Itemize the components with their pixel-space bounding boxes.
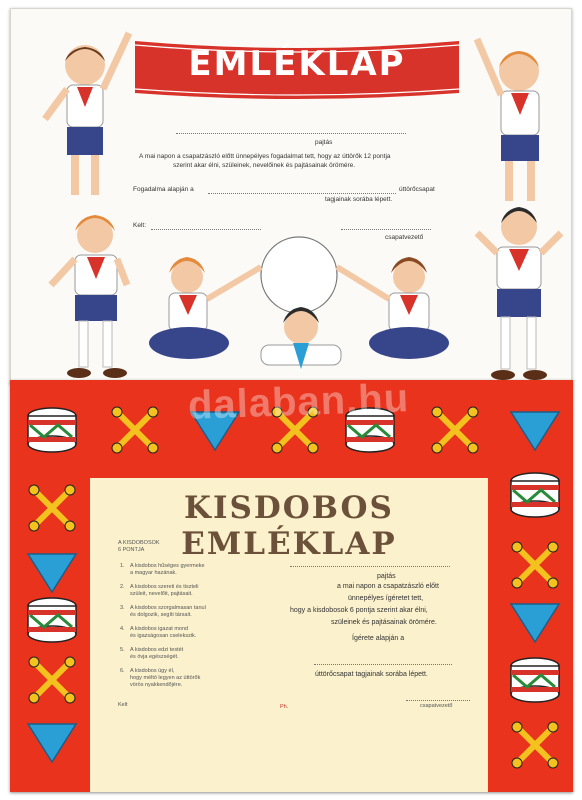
promise-line-5: Ígérete alapján a [352, 635, 405, 642]
kisdobos-pajtas-label: pajtás [377, 573, 396, 580]
point-text: a magyar hazának. [130, 570, 177, 576]
point-text: A kisdobos edzi testét [130, 647, 184, 653]
uttorocsapat-label: úttörőcsapat [399, 186, 435, 193]
pledge-line-1: A mai napon a csapatzászló előtt ünnepélyes fogadalmat tett, hogy az úttörők 12 pontja [139, 153, 391, 160]
point-text: és óvja egészségét. [130, 654, 179, 660]
kisdobos-signature-line [406, 700, 470, 701]
sitting-children-illustration [143, 219, 453, 379]
promise-line-6: úttörőcsapat tagjainak sorába lépett. [315, 671, 428, 678]
point-number: 3. [120, 605, 125, 611]
troop-line [208, 193, 396, 194]
signature-line [341, 229, 431, 230]
point-text: vörös nyakkendőjére. [130, 682, 183, 688]
point-number: 4. [120, 626, 125, 632]
kelt-label: Kelt: [133, 222, 147, 229]
watermark: dalaban.hu [187, 376, 410, 428]
points-heading-1: A KISDOBOSOK [118, 540, 160, 546]
point-number: 1. [120, 563, 125, 569]
promise-line-2: ünnepélyes ígéretet tett, [348, 595, 424, 602]
point-text: A kisdobos szorgalmasan tanul [130, 605, 206, 611]
point-text: A kisdobos hűséges gyermeke [130, 563, 205, 569]
point-text: és dolgozik, segíti társait. [130, 612, 192, 618]
point-text: A kisdobos igazat mond [130, 626, 189, 632]
points-heading-2: 6 PONTJA [118, 547, 145, 553]
pioneer-boy-left-illustration [31, 23, 139, 383]
tagjainak-label: tagjainak sorába lépett. [325, 196, 393, 203]
point-text: hogy méltó legyen az úttörők [130, 675, 201, 681]
point-text: A kisdobos úgy él, [130, 668, 175, 674]
kisdobos-name-line [290, 566, 450, 567]
point-text: szüleit, nevelőit, pajtásait. [130, 591, 193, 597]
stamp-label: Ph. [280, 704, 289, 710]
banner-title: EMLÉKLAP [188, 44, 406, 84]
name-line [176, 133, 406, 134]
csapatvezeto-label: csapatvezető [385, 234, 424, 241]
point-number: 2. [120, 584, 125, 590]
kisdobos-emleklap-card [10, 380, 573, 792]
fogadalma-label: Fogadalma alapján a [133, 186, 194, 193]
pioneer-girl-right-illustration [469, 23, 569, 383]
certificate-panel [90, 478, 488, 792]
emleklap-card [10, 8, 572, 384]
point-number: 6. [120, 668, 125, 674]
point-text: A kisdobos szereti és tiszteli [130, 584, 199, 590]
promise-line-3: hogy a kisdobosok 6 pontja szerint akar élni, [290, 607, 428, 614]
point-number: 5. [120, 647, 125, 653]
kisdobos-troop-line [314, 664, 452, 665]
pajtas-label: pajtás [315, 139, 333, 146]
kisdobos-csapatvezeto-label: csapatvezető [420, 703, 453, 709]
promise-line-4: szüleinek és pajtásainak örömére. [331, 619, 437, 626]
kisdobos-kelt-label: Kelt [118, 702, 128, 708]
pledge-line-2: szerint akar élni, szüleinek, nevelőinek és pajtásainak örömére. [173, 162, 356, 169]
point-text: és igazságosan cselekszik. [130, 633, 197, 639]
promise-line-1: a mai napon a csapatzászló előtt [337, 583, 439, 590]
kisdobos-title: KISDOBOS EMLÉKLAP [181, 490, 397, 562]
date-line [151, 229, 261, 230]
